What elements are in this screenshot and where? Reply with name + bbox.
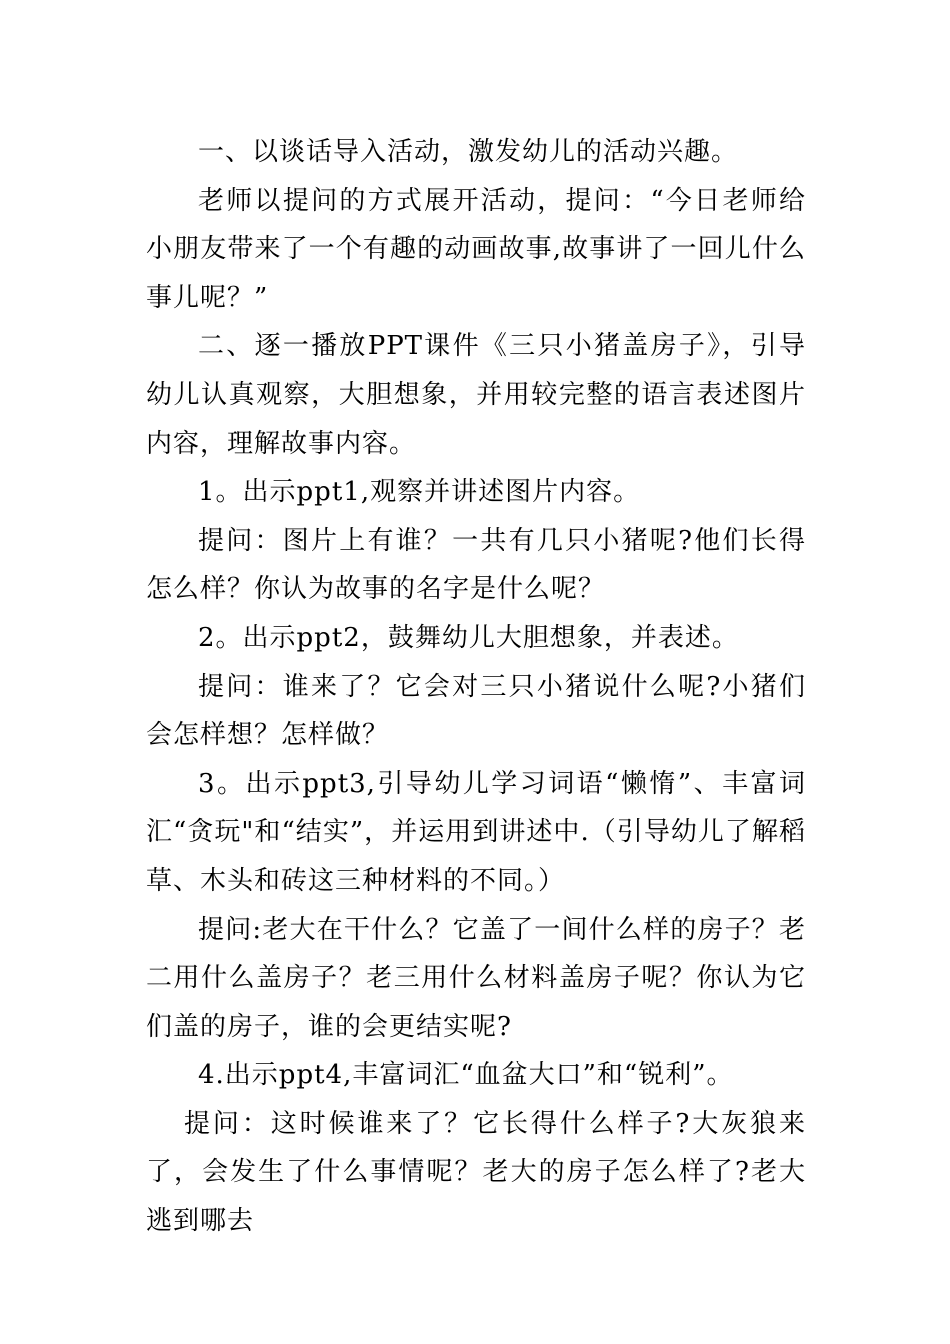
document-body <box>146 128 806 1246</box>
paragraph-section-two-heading: 二、逐一播放PPT课件《三只小猪盖房子》，引导幼儿认真观察，大胆想象，并用较完整的语言表述图片内容，理解故事内容。 <box>146 331 806 459</box>
paragraph-step-2: 2。出示ppt2，鼓舞幼儿大胆想象，并表述。 <box>198 622 739 653</box>
paragraph-section-one-heading: 一、以谈话导入活动，激发幼儿的活动兴趣。 <box>198 137 739 167</box>
paragraph-step-3: 3。出示ppt3,引导幼儿学习词语“懒惰”、丰富词汇“贪玩"和“结实”，并运用到讲述中.（引导幼儿了解稻草、木头和砖这三种材料的不同。） <box>146 768 806 896</box>
paragraph-step-4: 4.出示ppt4,丰富词汇“血盆大口”和“锐利”。 <box>198 1060 734 1091</box>
paragraph-step-1-question: 提问：图片上有谁？一共有几只小猪呢?他们长得怎么样？你认为故事的名字是什么呢？ <box>146 525 806 605</box>
paragraph-step-2-question: 提问：谁来了？它会对三只小猪说什么呢?小猪们会怎样想？怎样做？ <box>146 671 806 751</box>
paragraph-step-4-question: 提问：这时候谁来了？它长得什么样子?大灰狼来了，会发生了什么事情呢？老大的房子怎么样了?老大逃到哪去 <box>146 1108 806 1237</box>
paragraph-teacher-question: 老师以提问的方式展开活动，提问：“今日老师给小朋友带来了一个有趣的动画故事,故事讲了一回儿什么事儿呢？” <box>146 185 806 313</box>
paragraph-step-3-question: 提问:老大在干什么？它盖了一间什么样的房子？老二用什么盖房子？老三用什么材料盖房子呢？你认为它们盖的房子，谁的会更结实呢? <box>146 914 806 1042</box>
paragraph-step-1: 1。出示ppt1,观察并讲述图片内容。 <box>198 477 641 508</box>
